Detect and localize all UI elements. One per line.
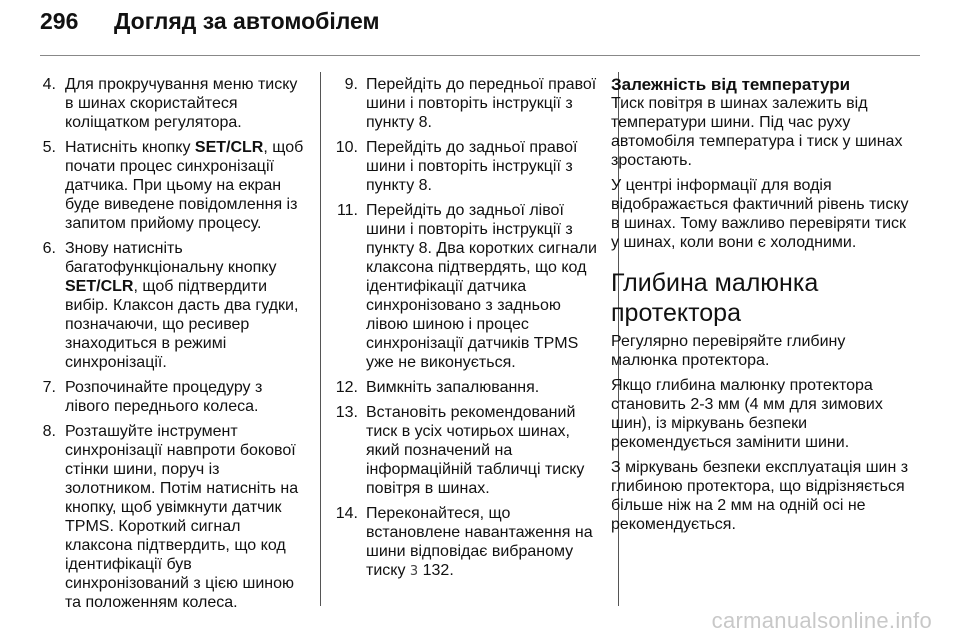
list-item (330, 138, 604, 195)
item-text: Для прокручування меню тиску в шинах скористайтеся коліщатком регулятора. (65, 76, 298, 131)
item-number: 6. (42, 240, 56, 257)
header-rule (40, 55, 920, 56)
page-title: Догляд за автомобілем (114, 8, 380, 34)
paragraph: З міркувань безпеки експлуатація шин з глибиною протектора, що відрізняється більше ніж на 2 мм на одній осі не рекомендується. (611, 459, 909, 533)
page-reference-arrow-icon[interactable]: 3 (409, 564, 419, 579)
item-number: 5. (42, 139, 56, 156)
item-number: 9. (344, 76, 358, 93)
paragraph: Регулярно перевіряйте глибину малюнка протектора. (611, 333, 846, 369)
item-number: 7. (42, 379, 56, 396)
list-item (330, 378, 604, 397)
list-item (330, 75, 604, 132)
item-text: Знову натисніть багатофункціональну кнопку (65, 240, 277, 276)
item-text: Встановіть рекомендований тиск в усіх чотирьох шинах, який позначений на інформаційній табличці тиску повітря в шинах. (366, 404, 585, 497)
item-text: , щоб почати процес синхронізації датчика. При цьому на екран буде виведене повідомлення із запитом прийому процесу. (65, 139, 304, 232)
list-item (42, 422, 308, 612)
paragraph: У центрі інформації для водія відображається фактичний рівень тиску в шинах. Тому важливо перевіряти тиск у шинах, коли вони є холодними. (611, 177, 909, 251)
watermark: carmanualsonline.info (711, 608, 932, 633)
page-number: 296 (40, 8, 79, 34)
item-number: 10. (335, 139, 358, 156)
button-name: SET/CLR (65, 278, 134, 295)
item-number: 4. (42, 76, 56, 93)
list-item (42, 378, 308, 416)
item-text: Вимкніть запалювання. (366, 379, 540, 396)
column-right (611, 75, 911, 540)
list-item (42, 75, 308, 132)
column-left (42, 75, 308, 618)
section-heading: Залежність від температури (611, 75, 851, 94)
item-number: 13. (335, 404, 358, 421)
item-text: Перейдіть до передньої правої шини і повторіть інструкції з пункту 8. (366, 76, 597, 131)
item-number: 14. (335, 505, 358, 522)
item-text: Перейдіть до задньої лівої шини і повторіть інструкції з пункту 8. Два коротких сигнали клаксона підтвердять, що код ідентифікації датчика синхронізовано з задньою лівою шиною і процес синхронізації датчиків TPMS уже не виконується. (366, 202, 597, 371)
list-item (42, 239, 308, 372)
list-item (330, 403, 604, 498)
column-divider (320, 72, 321, 606)
item-text: Розташуйте інструмент синхронізації навпроти бокової стінки шини, поруч із золотником. Потім натисніть на кнопку, щоб увімкнути датчик TPMS. Короткий сигнал клаксона підтвердить, що код ідентифікації був синхронізований з цією шиною та положенням колеса. (65, 423, 299, 611)
item-text: Розпочинайте процедуру з лівого переднього колеса. (65, 379, 263, 415)
list-item (330, 201, 604, 372)
button-name: SET/CLR (194, 139, 264, 156)
item-text: Натисніть кнопку (65, 139, 195, 156)
section-title: Глибина малюнка протектора (611, 269, 819, 327)
paragraph: Тиск повітря в шинах залежить від температури шини. Під час руху автомобіля температура і тиск у шинах зростають. (611, 95, 903, 169)
page-reference: 132. (418, 562, 454, 579)
list-item (42, 138, 308, 233)
paragraph: Якщо глибина малюнку протектора становить 2-3 мм (4 мм для зимових шин), із міркувань безпеки рекомендується замінити шини. (611, 377, 883, 451)
item-number: 12. (335, 379, 358, 396)
item-number: 11. (336, 202, 358, 219)
column-middle (330, 75, 604, 587)
item-text: Перейдіть до задньої правої шини і повторіть інструкції з пункту 8. (366, 139, 578, 194)
item-text: Переконайтеся, що встановлене навантаження на шини відповідає вибраному тиску (366, 505, 593, 579)
item-text: , щоб підтвердити вибір. Клаксон дасть два гудки, позначаючи, що ресивер знаходиться в режимі синхронізації. (65, 278, 299, 371)
list-item (330, 504, 604, 581)
item-number: 8. (42, 423, 56, 440)
